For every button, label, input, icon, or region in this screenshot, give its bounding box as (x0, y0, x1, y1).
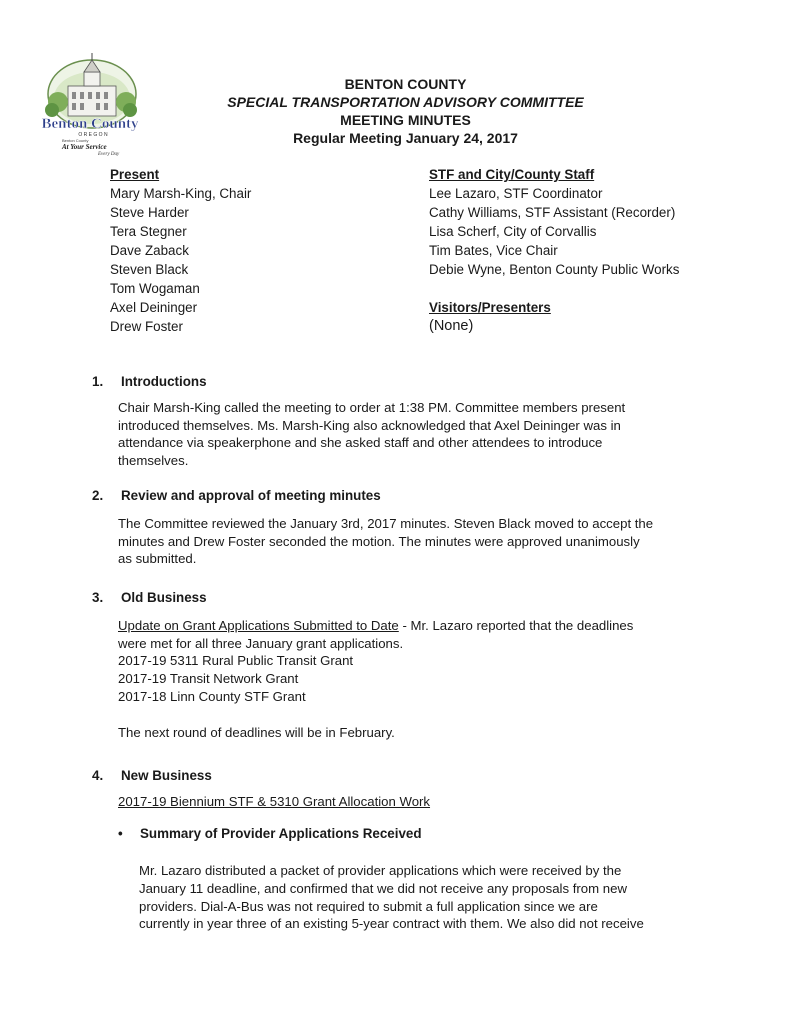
section-title: Introductions (121, 374, 207, 389)
grant-item: 2017-19 5311 Rural Public Transit Grant (118, 653, 354, 669)
header-minutes: MEETING MINUTES (340, 112, 471, 128)
list-item: Mary Marsh-King, Chair (110, 186, 252, 201)
paragraph-line: The Committee reviewed the January 3rd, 2017 minutes. Steven Black moved to accept the (118, 515, 654, 531)
paragraph-line: introduced themselves. Ms. Marsh-King also acknowledged that Axel Deininger was in (118, 417, 621, 433)
list-item: Lee Lazaro, STF Coordinator (429, 186, 603, 201)
header-committee: SPECIAL TRANSPORTATION ADVISORY COMMITTEE (227, 94, 584, 110)
list-item: Steven Black (110, 262, 189, 277)
grant-item: 2017-18 Linn County STF Grant (118, 688, 306, 704)
paragraph-line: as submitted. (118, 551, 197, 567)
list-item: Axel Deininger (110, 300, 198, 315)
logo-oregon: O R E G O N (78, 132, 108, 138)
paragraph-line: Chair Marsh-King called the meeting to order at 1:38 PM. Committee members present (118, 399, 626, 415)
paragraph-line: Mr. Lazaro distributed a packet of provider applications which were received by the (139, 863, 622, 878)
section-new-business (92, 767, 712, 811)
section-title: Old Business (121, 590, 207, 605)
paragraph-line: themselves. (118, 453, 189, 469)
paragraph-line: attendance via speakerphone and she asked staff and other attendees to introduce (118, 435, 603, 451)
logo-name: Benton County (41, 116, 139, 132)
benton-county-logo (38, 48, 142, 156)
header-county: BENTON COUNTY (344, 76, 467, 92)
paragraph-line: minutes and Drew Foster seconded the motion. The minutes were approved unanimously (118, 533, 640, 549)
list-item: Dave Zaback (110, 243, 189, 258)
list-item: Tim Bates, Vice Chair (429, 243, 558, 258)
list-item: Steve Harder (110, 205, 189, 220)
visitors-value: (None) (429, 318, 474, 334)
subsection-heading: 2017-19 Biennium STF & 5310 Grant Allocation Work (118, 793, 431, 809)
section-number: 1. (92, 374, 104, 389)
paragraph-line: were met for all three January grant applications. (118, 635, 404, 651)
list-item: Lisa Scherf, City of Corvallis (429, 224, 597, 239)
section-title: New Business (121, 768, 212, 783)
header-meeting-date: Regular Meeting January 24, 2017 (293, 130, 518, 146)
staff-heading: STF and City/County Staff (429, 167, 595, 182)
paragraph-line: currently in year three of an existing 5-year contract with them. We also did not receive (139, 916, 644, 932)
section-number: 2. (92, 488, 104, 503)
staff-list (429, 165, 759, 336)
list-item: Debie Wyne, Benton County Public Works (429, 262, 680, 277)
list-item: Cathy Williams, STF Assistant (Recorder) (429, 205, 676, 220)
visitors-heading: Visitors/Presenters (429, 300, 551, 315)
present-list (110, 165, 400, 336)
section-old-business (92, 589, 712, 742)
provider-applications-paragraph (139, 862, 711, 933)
section-number: 3. (92, 590, 104, 605)
logo-tagline: At Your Service (62, 143, 107, 151)
paragraph-line: providers. Dial-A-Bus was not required to submit a full application since we are (139, 898, 598, 914)
paragraph-line: The next round of deadlines will be in February. (118, 724, 395, 740)
bullet-item (118, 826, 422, 841)
paragraph-line: January 11 deadline, and confirmed that we did not receive any proposals from new (139, 880, 627, 896)
bullet-icon: • (118, 826, 123, 841)
list-item: Drew Foster (110, 319, 183, 334)
document-header (140, 75, 671, 147)
section-review-minutes (92, 487, 712, 568)
section-number: 4. (92, 768, 104, 783)
list-item: Tera Stegner (110, 224, 187, 239)
grant-update-text: - Mr. Lazaro reported that the deadlines (398, 617, 634, 633)
grant-update-heading: Update on Grant Applications Submitted to Date (118, 617, 399, 633)
logo-small: Benton County (62, 138, 89, 143)
logo-tagline2: Every Day (98, 152, 120, 156)
present-heading: Present (110, 167, 160, 182)
bullet-title: Summary of Provider Applications Received (140, 826, 422, 841)
list-item: Tom Wogaman (110, 281, 200, 296)
section-introductions (92, 373, 712, 470)
section-title: Review and approval of meeting minutes (121, 488, 381, 503)
grant-item: 2017-19 Transit Network Grant (118, 671, 299, 687)
